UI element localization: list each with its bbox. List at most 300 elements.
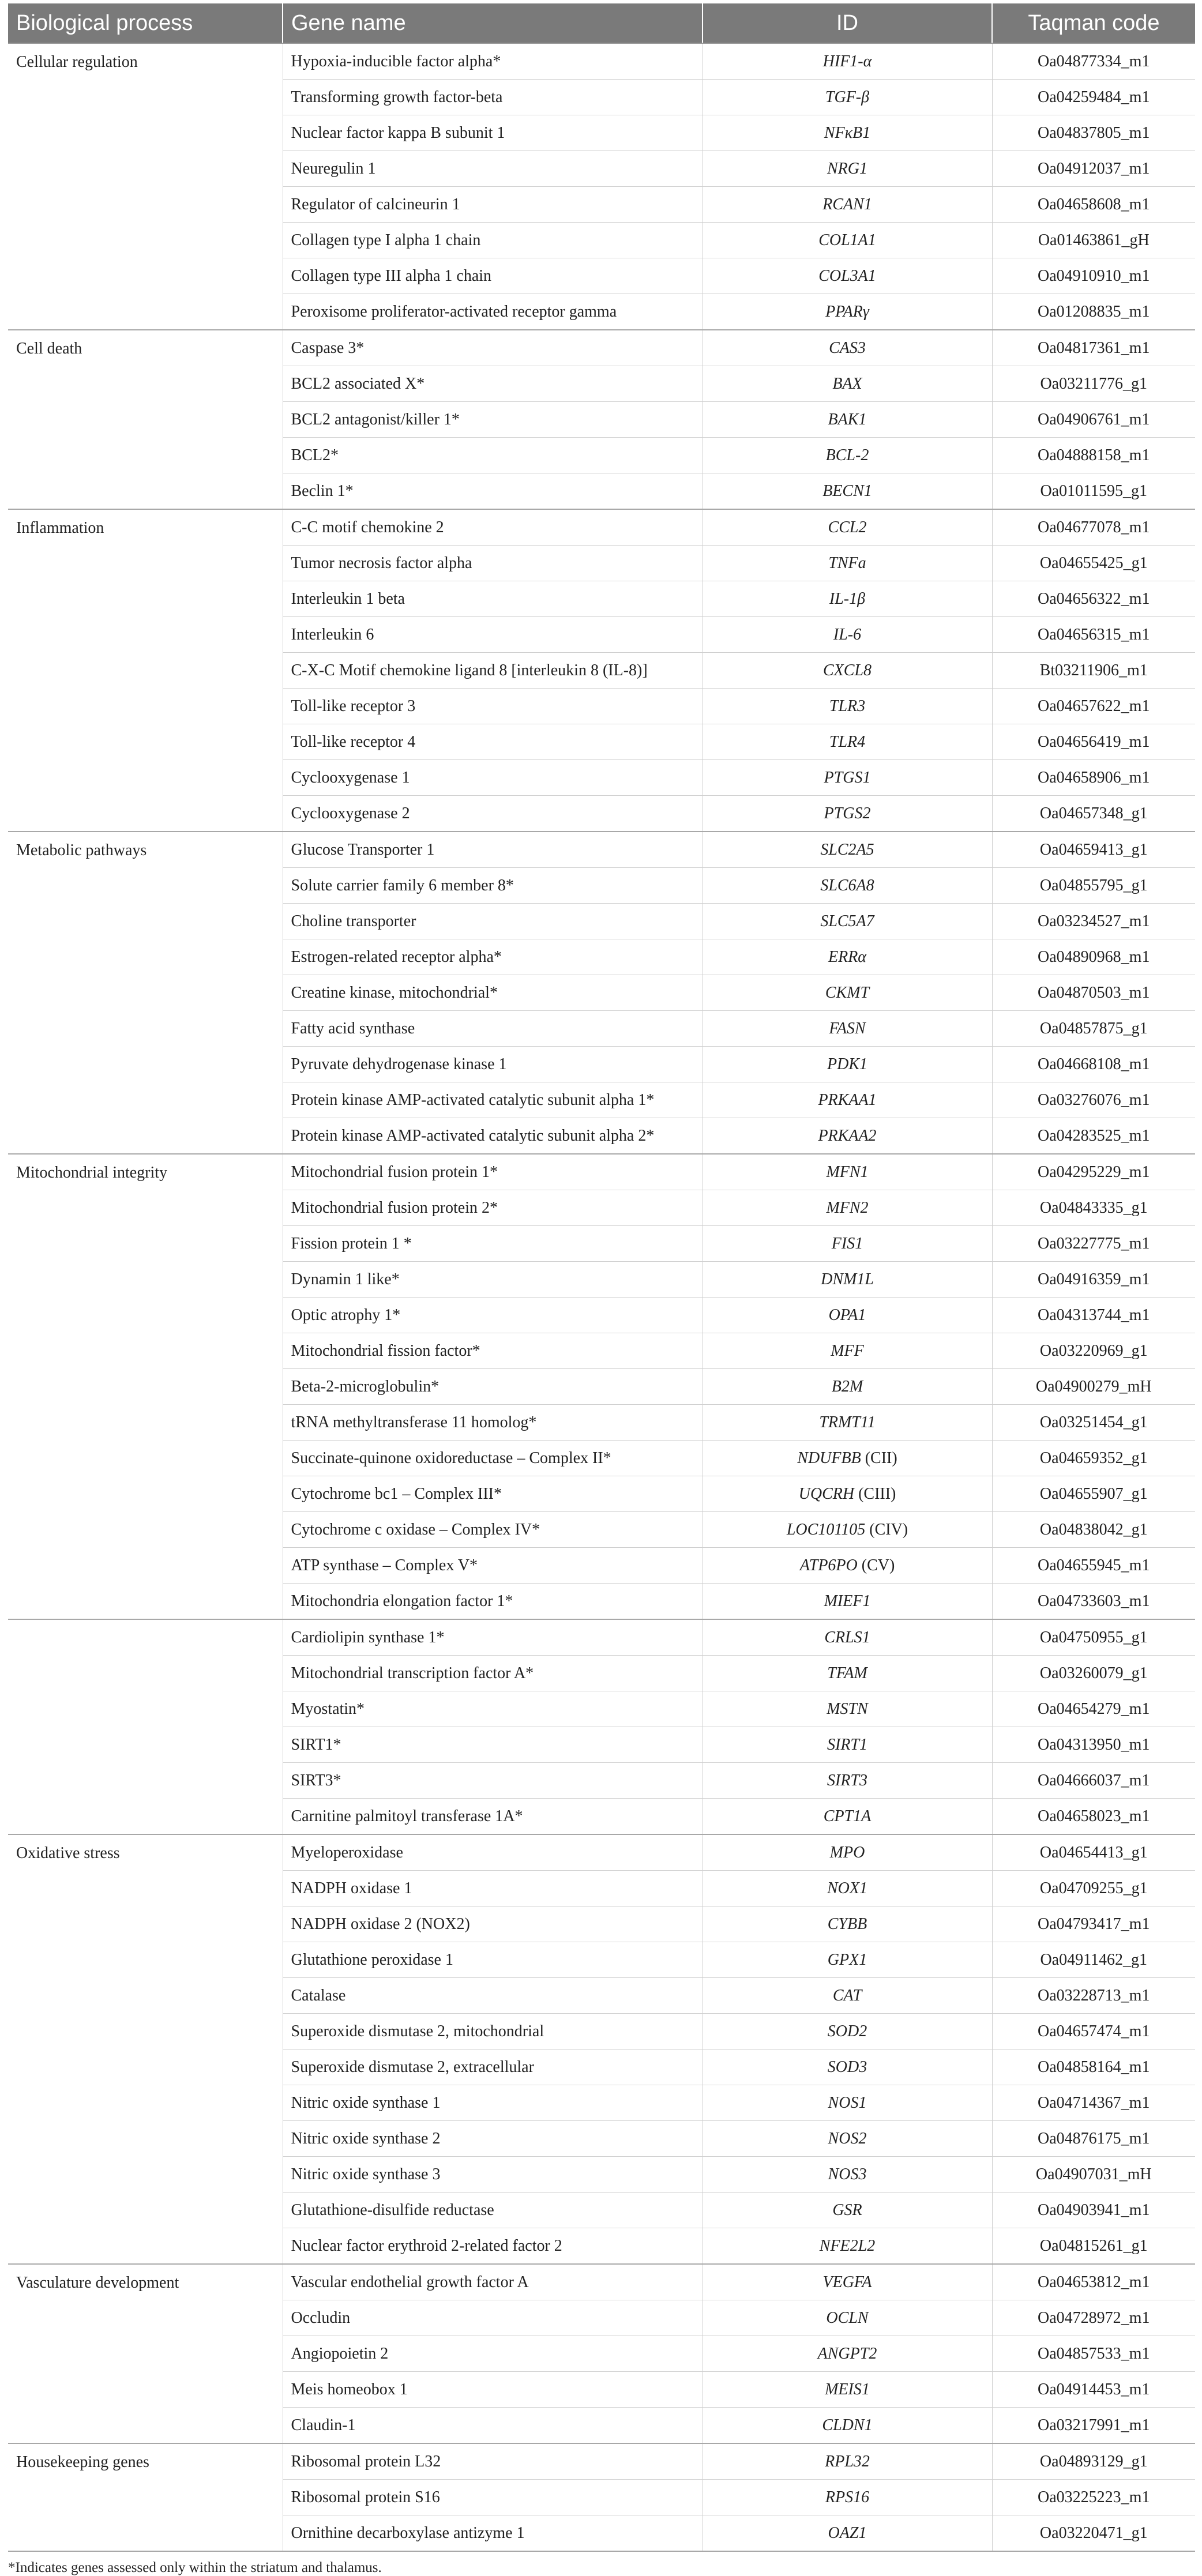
gene-id-cell: [703, 366, 992, 402]
gene-name-cell: Ribosomal protein L32: [283, 2443, 703, 2480]
gene-name-cell: Toll-like receptor 4: [283, 724, 703, 760]
gene-id-symbol: TLR3: [829, 697, 866, 715]
gene-table: [8, 3, 1195, 2552]
gene-id-symbol: CAS3: [829, 339, 866, 357]
gene-id-symbol: CYBB: [827, 1915, 867, 1933]
gene-id-symbol: MFF: [831, 1341, 864, 1360]
gene-id-cell: [703, 1727, 992, 1763]
gene-id-symbol: OAZ1: [828, 2524, 867, 2542]
gene-id-cell: [703, 796, 992, 832]
gene-id-cell: [703, 617, 992, 653]
gene-id-symbol: NRG1: [827, 159, 867, 178]
gene-name-cell: Toll-like receptor 3: [283, 689, 703, 724]
gene-id-cell: [703, 904, 992, 939]
gene-name-cell: Cardiolipin synthase 1*: [283, 1619, 703, 1656]
gene-name-cell: Succinate-quinone oxidoreductase – Complex II*: [283, 1441, 703, 1476]
gene-id-cell: [703, 151, 992, 187]
gene-id-cell: [703, 1942, 992, 1978]
gene-id-symbol: RCAN1: [822, 195, 872, 213]
gene-name-cell: Mitochondrial fission factor*: [283, 1333, 703, 1369]
gene-id-cell: [703, 1154, 992, 1190]
gene-name-cell: Collagen type I alpha 1 chain: [283, 223, 703, 258]
gene-id-symbol: BAK1: [828, 410, 867, 428]
biological-process-cell: Oxidative stress: [8, 1834, 283, 2264]
taqman-code-cell: Oa04656419_m1: [992, 724, 1195, 760]
gene-name-cell: Nitric oxide synthase 2: [283, 2121, 703, 2157]
gene-name-cell: Protein kinase AMP-activated catalytic subunit alpha 1*: [283, 1082, 703, 1118]
gene-id-complex: (CIV): [865, 1520, 908, 1539]
gene-name-cell: Choline transporter: [283, 904, 703, 939]
table-row: [8, 330, 1195, 366]
gene-name-cell: Creatine kinase, mitochondrial*: [283, 975, 703, 1011]
gene-id-symbol: OCLN: [826, 2308, 869, 2327]
gene-id-symbol: VEGFA: [822, 2273, 872, 2291]
gene-id-symbol: NFE2L2: [819, 2236, 876, 2255]
gene-id-symbol: CRLS1: [824, 1628, 870, 1646]
gene-id-cell: [703, 724, 992, 760]
taqman-code-cell: Oa04655425_g1: [992, 546, 1195, 581]
gene-name-cell: Superoxide dismutase 2, mitochondrial: [283, 2014, 703, 2049]
taqman-code-cell: Oa04911462_g1: [992, 1942, 1195, 1978]
taqman-code-cell: Oa04857875_g1: [992, 1011, 1195, 1047]
table-row: [8, 509, 1195, 546]
taqman-code-cell: Oa04903941_m1: [992, 2193, 1195, 2228]
taqman-code-cell: Oa04714367_m1: [992, 2085, 1195, 2121]
gene-id-cell: [703, 1441, 992, 1476]
gene-id-cell: [703, 1906, 992, 1942]
gene-name-cell: Nitric oxide synthase 1: [283, 2085, 703, 2121]
taqman-code-cell: Oa03220969_g1: [992, 1333, 1195, 1369]
gene-id-cell: [703, 1226, 992, 1262]
gene-name-cell: Ribosomal protein S16: [283, 2480, 703, 2515]
taqman-code-cell: Oa04656322_m1: [992, 581, 1195, 617]
gene-id-cell: [703, 2085, 992, 2121]
gene-id-cell: [703, 1584, 992, 1620]
gene-id-symbol: SIRT3: [827, 1771, 867, 1789]
biological-process-cell: Mitochondrial integrity: [8, 1154, 283, 1619]
gene-id-symbol: TRMT11: [819, 1413, 876, 1431]
gene-name-cell: C-X-C Motif chemokine ligand 8 [interleukin 8 (IL-8)]: [283, 653, 703, 689]
taqman-code-cell: Oa04857533_m1: [992, 2336, 1195, 2372]
gene-id-symbol: NFκB1: [824, 123, 871, 142]
gene-name-cell: Myostatin*: [283, 1691, 703, 1727]
taqman-code-cell: Oa03225223_m1: [992, 2480, 1195, 2515]
gene-id-cell: [703, 509, 992, 546]
taqman-code-cell: Oa04709255_g1: [992, 1871, 1195, 1906]
gene-name-cell: Cytochrome bc1 – Complex III*: [283, 1476, 703, 1512]
gene-id-symbol: BAX: [832, 374, 862, 393]
gene-id-symbol: MIEF1: [824, 1592, 871, 1610]
gene-id-cell: [703, 868, 992, 904]
header-biological-process: Biological process: [8, 3, 283, 43]
gene-id-symbol: LOC101105: [786, 1520, 866, 1539]
gene-name-cell: Cytochrome c oxidase – Complex IV*: [283, 1512, 703, 1548]
taqman-code-cell: Oa04668108_m1: [992, 1047, 1195, 1082]
gene-id-cell: [703, 1082, 992, 1118]
taqman-code-cell: Oa04912037_m1: [992, 151, 1195, 187]
table-header-row: [8, 3, 1195, 43]
taqman-code-cell: Oa03228713_m1: [992, 1978, 1195, 2014]
gene-name-cell: C-C motif chemokine 2: [283, 509, 703, 546]
gene-id-cell: [703, 2193, 992, 2228]
gene-name-cell: Estrogen-related receptor alpha*: [283, 939, 703, 975]
taqman-code-cell: Oa04313744_m1: [992, 1298, 1195, 1333]
table-row: [8, 832, 1195, 868]
biological-process-cell: Vasculature development: [8, 2264, 283, 2443]
gene-id-symbol: TLR4: [829, 732, 866, 751]
gene-id-cell: [703, 1512, 992, 1548]
gene-id-cell: [703, 2121, 992, 2157]
gene-name-cell: Nuclear factor erythroid 2-related factor 2: [283, 2228, 703, 2265]
gene-id-cell: [703, 1333, 992, 1369]
gene-name-cell: tRNA methyltransferase 11 homolog*: [283, 1405, 703, 1441]
gene-id-symbol: FIS1: [831, 1234, 863, 1253]
taqman-code-cell: Oa04657474_m1: [992, 2014, 1195, 2049]
gene-id-symbol: IL-1β: [829, 589, 866, 608]
gene-id-symbol: ANGPT2: [817, 2344, 877, 2363]
gene-name-cell: Protein kinase AMP-activated catalytic subunit alpha 2*: [283, 1118, 703, 1155]
taqman-code-cell: Oa01011595_g1: [992, 473, 1195, 510]
table-footnote: *Indicates genes assessed only within the striatum and thalamus.: [8, 2560, 382, 2575]
gene-name-cell: Vascular endothelial growth factor A: [283, 2264, 703, 2300]
gene-name-cell: Tumor necrosis factor alpha: [283, 546, 703, 581]
taqman-code-cell: Oa04259484_m1: [992, 80, 1195, 115]
gene-name-cell: Carnitine palmitoyl transferase 1A*: [283, 1799, 703, 1835]
gene-name-cell: Cyclooxygenase 1: [283, 760, 703, 796]
gene-id-cell: [703, 2157, 992, 2193]
gene-name-cell: Hypoxia-inducible factor alpha*: [283, 43, 703, 80]
gene-id-symbol: SLC6A8: [820, 876, 874, 894]
gene-id-symbol: CXCL8: [822, 661, 872, 679]
taqman-code-cell: Oa04659413_g1: [992, 832, 1195, 868]
gene-name-cell: Claudin-1: [283, 2408, 703, 2444]
taqman-code-cell: Oa04870503_m1: [992, 975, 1195, 1011]
taqman-code-cell: Oa04313950_m1: [992, 1727, 1195, 1763]
taqman-code-cell: Oa04843335_g1: [992, 1190, 1195, 1226]
gene-id-symbol: CKMT: [825, 983, 870, 1002]
gene-id-cell: [703, 760, 992, 796]
taqman-code-cell: Oa03234527_m1: [992, 904, 1195, 939]
biological-process-cell: [8, 1619, 283, 1834]
gene-id-symbol: SIRT1: [827, 1735, 867, 1754]
gene-name-cell: Glucose Transporter 1: [283, 832, 703, 868]
gene-id-cell: [703, 438, 992, 473]
gene-id-cell: [703, 1799, 992, 1835]
taqman-code-cell: Oa04655907_g1: [992, 1476, 1195, 1512]
table-row: [8, 1154, 1195, 1190]
gene-id-cell: [703, 1978, 992, 2014]
gene-id-cell: [703, 2228, 992, 2265]
gene-id-cell: [703, 43, 992, 80]
biological-process-cell: Housekeeping genes: [8, 2443, 283, 2551]
table-row: [8, 2443, 1195, 2480]
gene-name-cell: Mitochondrial fusion protein 2*: [283, 1190, 703, 1226]
gene-id-cell: [703, 2515, 992, 2552]
gene-name-cell: Glutathione peroxidase 1: [283, 1942, 703, 1978]
gene-id-cell: [703, 1262, 992, 1298]
taqman-code-cell: Oa04659352_g1: [992, 1441, 1195, 1476]
gene-id-symbol: TNFa: [828, 554, 866, 572]
gene-name-cell: SIRT3*: [283, 1763, 703, 1799]
taqman-code-cell: Oa04906761_m1: [992, 402, 1195, 438]
gene-id-symbol: OPA1: [828, 1306, 866, 1324]
gene-name-cell: Mitochondrial transcription factor A*: [283, 1656, 703, 1691]
gene-id-complex: (CIII): [854, 1484, 896, 1503]
header-gene-name: Gene name: [283, 3, 703, 43]
gene-name-cell: Beclin 1*: [283, 473, 703, 510]
table-row: [8, 1619, 1195, 1656]
taqman-code-cell: Oa04876175_m1: [992, 2121, 1195, 2157]
taqman-code-cell: Oa03260079_g1: [992, 1656, 1195, 1691]
gene-id-cell: [703, 2372, 992, 2408]
taqman-code-cell: Oa04658023_m1: [992, 1799, 1195, 1835]
taqman-code-cell: Oa04657348_g1: [992, 796, 1195, 832]
gene-name-cell: BCL2*: [283, 438, 703, 473]
gene-id-cell: [703, 1763, 992, 1799]
taqman-code-cell: Oa04666037_m1: [992, 1763, 1195, 1799]
gene-name-cell: ATP synthase – Complex V*: [283, 1548, 703, 1584]
taqman-code-cell: Oa04815261_g1: [992, 2228, 1195, 2265]
gene-id-symbol: PDK1: [827, 1055, 867, 1073]
gene-id-symbol: CPT1A: [823, 1807, 872, 1825]
gene-id-symbol: SOD3: [827, 2058, 867, 2076]
taqman-code-cell: Oa04914453_m1: [992, 2372, 1195, 2408]
gene-name-cell: Superoxide dismutase 2, extracellular: [283, 2049, 703, 2085]
gene-id-cell: [703, 939, 992, 975]
taqman-code-cell: Oa04910910_m1: [992, 258, 1195, 294]
gene-name-cell: BCL2 associated X*: [283, 366, 703, 402]
taqman-code-cell: Oa03227775_m1: [992, 1226, 1195, 1262]
gene-id-cell: [703, 223, 992, 258]
gene-id-cell: [703, 1691, 992, 1727]
taqman-code-cell: Oa04655945_m1: [992, 1548, 1195, 1584]
gene-id-cell: [703, 832, 992, 868]
gene-id-symbol: CCL2: [828, 518, 867, 536]
gene-id-symbol: RPL32: [825, 2452, 870, 2470]
gene-id-symbol: PRKAA2: [818, 1126, 877, 1145]
gene-id-cell: [703, 1834, 992, 1871]
gene-id-symbol: MEIS1: [825, 2380, 870, 2398]
gene-id-symbol: RPS16: [825, 2488, 870, 2506]
gene-id-symbol: MFN1: [826, 1163, 869, 1181]
taqman-code-cell: Oa03276076_m1: [992, 1082, 1195, 1118]
gene-id-symbol: PTGS2: [824, 804, 871, 822]
gene-id-cell: [703, 187, 992, 223]
table-body: [8, 43, 1195, 2551]
gene-id-symbol: BECN1: [822, 482, 872, 500]
gene-id-cell: [703, 975, 992, 1011]
gene-id-symbol: UQCRH: [798, 1484, 855, 1503]
taqman-code-cell: Oa01463861_gH: [992, 223, 1195, 258]
gene-id-cell: [703, 546, 992, 581]
gene-id-cell: [703, 330, 992, 366]
taqman-code-cell: Oa04877334_m1: [992, 43, 1195, 80]
taqman-code-cell: Oa03220471_g1: [992, 2515, 1195, 2552]
gene-id-cell: [703, 473, 992, 510]
gene-id-cell: [703, 1047, 992, 1082]
gene-name-cell: Cyclooxygenase 2: [283, 796, 703, 832]
gene-id-cell: [703, 2443, 992, 2480]
gene-id-symbol: MPO: [829, 1843, 865, 1862]
gene-id-cell: [703, 2049, 992, 2085]
gene-table-document: [8, 3, 1195, 2576]
gene-id-symbol: HIF1-α: [822, 52, 872, 70]
gene-name-cell: Fatty acid synthase: [283, 1011, 703, 1047]
gene-name-cell: Beta-2-microglobulin*: [283, 1369, 703, 1405]
biological-process-cell: Metabolic pathways: [8, 832, 283, 1154]
taqman-code-cell: Oa04733603_m1: [992, 1584, 1195, 1620]
taqman-code-cell: Oa04893129_g1: [992, 2443, 1195, 2480]
gene-name-cell: Interleukin 1 beta: [283, 581, 703, 617]
gene-id-cell: [703, 2264, 992, 2300]
gene-id-cell: [703, 294, 992, 330]
taqman-code-cell: Oa01208835_m1: [992, 294, 1195, 330]
biological-process-cell: Inflammation: [8, 509, 283, 832]
gene-id-symbol: NDUFBB: [797, 1449, 861, 1467]
gene-name-cell: Pyruvate dehydrogenase kinase 1: [283, 1047, 703, 1082]
taqman-code-cell: Oa04750955_g1: [992, 1619, 1195, 1656]
gene-id-symbol: MFN2: [826, 1198, 869, 1217]
gene-name-cell: Catalase: [283, 1978, 703, 2014]
gene-id-cell: [703, 2014, 992, 2049]
gene-id-symbol: PTGS1: [824, 768, 871, 787]
taqman-code-cell: Oa03211776_g1: [992, 366, 1195, 402]
gene-id-symbol: DNM1L: [821, 1270, 874, 1288]
gene-name-cell: SIRT1*: [283, 1727, 703, 1763]
gene-id-symbol: TFAM: [827, 1664, 867, 1682]
gene-id-symbol: GSR: [832, 2201, 862, 2219]
gene-id-symbol: NOX1: [827, 1879, 867, 1897]
gene-id-cell: [703, 2300, 992, 2336]
gene-name-cell: Caspase 3*: [283, 330, 703, 366]
gene-name-cell: Solute carrier family 6 member 8*: [283, 868, 703, 904]
gene-id-cell: [703, 581, 992, 617]
gene-id-symbol: IL-6: [833, 625, 862, 644]
taqman-code-cell: Oa04837805_m1: [992, 115, 1195, 151]
gene-id-symbol: GPX1: [827, 1950, 867, 1969]
gene-name-cell: NADPH oxidase 2 (NOX2): [283, 1906, 703, 1942]
header-id: ID: [703, 3, 992, 43]
gene-name-cell: Collagen type III alpha 1 chain: [283, 258, 703, 294]
gene-name-cell: Myeloperoxidase: [283, 1834, 703, 1871]
gene-id-symbol: COL3A1: [818, 266, 876, 285]
taqman-code-cell: Oa04900279_mH: [992, 1369, 1195, 1405]
taqman-code-cell: Oa04793417_m1: [992, 1906, 1195, 1942]
gene-id-symbol: BCL-2: [825, 446, 869, 464]
gene-id-cell: [703, 1190, 992, 1226]
taqman-code-cell: Oa04677078_m1: [992, 509, 1195, 546]
gene-id-cell: [703, 1369, 992, 1405]
gene-id-symbol: CLDN1: [822, 2416, 873, 2434]
gene-id-symbol: COL1A1: [818, 231, 876, 249]
gene-name-cell: Dynamin 1 like*: [283, 1262, 703, 1298]
gene-id-symbol: FASN: [829, 1019, 866, 1037]
taqman-code-cell: Oa04657622_m1: [992, 689, 1195, 724]
gene-id-cell: [703, 689, 992, 724]
header-taqman-code: Taqman code: [992, 3, 1195, 43]
gene-id-symbol: B2M: [831, 1377, 863, 1396]
gene-name-cell: Interleukin 6: [283, 617, 703, 653]
gene-name-cell: Peroxisome proliferator-activated receptor gamma: [283, 294, 703, 330]
gene-name-cell: Angiopoietin 2: [283, 2336, 703, 2372]
taqman-code-cell: Oa04658906_m1: [992, 760, 1195, 796]
gene-id-cell: [703, 1118, 992, 1155]
gene-id-symbol: SLC2A5: [820, 840, 874, 859]
taqman-code-cell: Oa04728972_m1: [992, 2300, 1195, 2336]
gene-id-symbol: CAT: [832, 1986, 862, 2005]
taqman-code-cell: Oa04916359_m1: [992, 1262, 1195, 1298]
gene-name-cell: Optic atrophy 1*: [283, 1298, 703, 1333]
gene-name-cell: Mitochondria elongation factor 1*: [283, 1584, 703, 1620]
table-row: [8, 2264, 1195, 2300]
taqman-code-cell: Oa04907031_mH: [992, 2157, 1195, 2193]
taqman-code-cell: Bt03211906_m1: [992, 653, 1195, 689]
gene-name-cell: Transforming growth factor-beta: [283, 80, 703, 115]
gene-id-symbol: PRKAA1: [818, 1090, 877, 1109]
taqman-code-cell: Oa04855795_g1: [992, 868, 1195, 904]
gene-id-symbol: TGF-β: [825, 88, 870, 106]
gene-id-cell: [703, 2408, 992, 2444]
taqman-code-cell: Oa04888158_m1: [992, 438, 1195, 473]
taqman-code-cell: Oa04838042_g1: [992, 1512, 1195, 1548]
gene-name-cell: Regulator of calcineurin 1: [283, 187, 703, 223]
taqman-code-cell: Oa03251454_g1: [992, 1405, 1195, 1441]
gene-id-symbol: ERRα: [828, 947, 866, 966]
gene-id-complex: (CII): [861, 1449, 897, 1467]
taqman-code-cell: Oa04654279_m1: [992, 1691, 1195, 1727]
gene-id-cell: [703, 258, 992, 294]
gene-id-cell: [703, 2336, 992, 2372]
table-row: [8, 1834, 1195, 1871]
gene-id-cell: [703, 1405, 992, 1441]
gene-id-cell: [703, 1548, 992, 1584]
gene-name-cell: Fission protein 1 *: [283, 1226, 703, 1262]
taqman-code-cell: Oa04653812_m1: [992, 2264, 1195, 2300]
gene-id-symbol: SOD2: [827, 2022, 867, 2040]
biological-process-cell: Cellular regulation: [8, 43, 283, 330]
gene-name-cell: Occludin: [283, 2300, 703, 2336]
gene-id-cell: [703, 1476, 992, 1512]
gene-id-symbol: PPARγ: [825, 302, 869, 321]
gene-id-symbol: NOS2: [828, 2129, 867, 2148]
gene-id-symbol: ATP6PO: [799, 1556, 858, 1574]
gene-name-cell: BCL2 antagonist/killer 1*: [283, 402, 703, 438]
gene-id-cell: [703, 1011, 992, 1047]
gene-id-symbol: NOS1: [828, 2093, 867, 2112]
taqman-code-cell: Oa04283525_m1: [992, 1118, 1195, 1155]
gene-name-cell: Nitric oxide synthase 3: [283, 2157, 703, 2193]
gene-id-cell: [703, 1656, 992, 1691]
gene-id-cell: [703, 1871, 992, 1906]
gene-id-cell: [703, 115, 992, 151]
gene-id-cell: [703, 1619, 992, 1656]
gene-name-cell: Mitochondrial fusion protein 1*: [283, 1154, 703, 1190]
gene-name-cell: Meis homeobox 1: [283, 2372, 703, 2408]
gene-id-cell: [703, 2480, 992, 2515]
gene-id-cell: [703, 653, 992, 689]
taqman-code-cell: Oa04817361_m1: [992, 330, 1195, 366]
taqman-code-cell: Oa03217991_m1: [992, 2408, 1195, 2444]
taqman-code-cell: Oa04658608_m1: [992, 187, 1195, 223]
gene-name-cell: Glutathione-disulfide reductase: [283, 2193, 703, 2228]
taqman-code-cell: Oa04295229_m1: [992, 1154, 1195, 1190]
gene-name-cell: Neuregulin 1: [283, 151, 703, 187]
gene-id-symbol: MSTN: [827, 1699, 868, 1718]
biological-process-cell: Cell death: [8, 330, 283, 509]
gene-id-symbol: SLC5A7: [820, 912, 874, 930]
gene-name-cell: Ornithine decarboxylase antizyme 1: [283, 2515, 703, 2552]
taqman-code-cell: Oa04654413_g1: [992, 1834, 1195, 1871]
